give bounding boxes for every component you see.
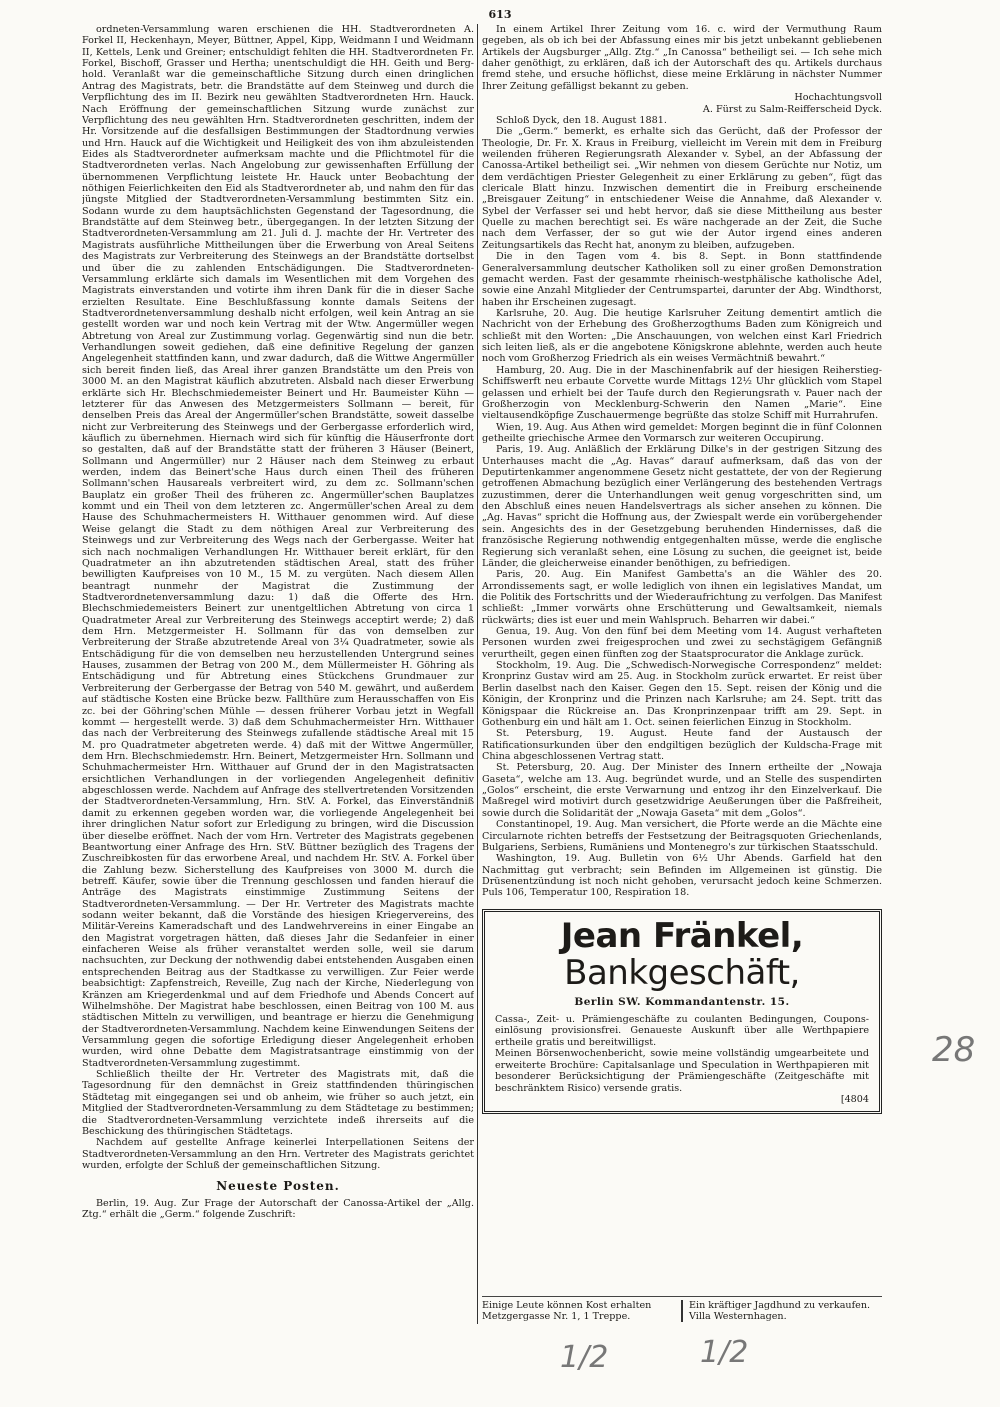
ad-ref: [4804: [840, 1094, 869, 1106]
small-ad-jagdhund: [683, 1300, 882, 1322]
ad-address: Berlin SW. Kommandantenstr. 15.: [574, 996, 790, 1009]
letter-paragraph: In einem Artikel Ihrer Zeitung vom 16. c. wird der Vermuthung Raum gegeben, als ob ich bei der Abfassung eines mir bis jetzt unbekannt gebliebenen Artikels der Augsburger „Allg. Ztg.“ „In Canossa“ betheiligt sei. — Ich sehe mich daher genöthigt, zu erklären, daß ich der Autorschaft des qu. Artikels durchaus fremd stehe, und ersuche höflichst, diese meine Erklärung in nächster Nummer Ihrer Zeitung gefälligst bekannt zu geben.: [482, 24, 882, 92]
small-ad-kost-text: Einige Leute können Kost erhalten Metzgergasse Nr. 1, 1 Treppe.: [482, 1300, 652, 1322]
news-item-washington: Washington, 19. Aug. Bulletin von 6½ Uhr Abends. Garfield hat den Nachmittag gut verbracht; sein Befinden im Allgemeinen ist günstig. Die Drüsenentzündung ist noch nicht gehoben, verursacht jedoch keine Schmerzen. Puls 106, Temperatur 100, Respiration 18.: [482, 853, 882, 899]
neueste-posten-heading: Neueste Posten.: [216, 1179, 340, 1194]
ad-body: [495, 1014, 869, 1106]
ad-business: Bankgeschäft,: [564, 953, 800, 994]
bank-advertisement: [482, 909, 882, 1114]
left-paragraph-1: ordneten-Versammlung waren erschienen die HH. Stadtverordneten A. Forkel II, Heckenhayn, Meyer, Büttner, Appel, Kipp, Weidmann I und Weidmann II, Kettels, Lenk und Greiner; entschuldigt fehlten die HH. Stadtverordneten Fr. Forkel, Bischoff, Grasser und Hertha; unentschuldigt die HH. Geith und Berg-hold. Veranlaßt war die gemeinschaftliche Sitzung durch einen dringlichen Antrag des Magistrats, betr. die Brandstätte auf dem Steinweg und durch die Verpflichtung des im II. Bezirk neu gewählten Stadtverordneten Hrn. Hauck. Nach Eröffnung der gemeinschaftlichen Sitzung wurde zunächst zur Verpflichtung des neu gewählten Hrn. Stadtverordneten geschritten, indem der Hr. Vorsitzende auf die desfallsigen Bestimmungen der Stadtordnung verwies und Hrn. Hauck auf die Wichtigkeit und Heiligkeit des von ihm abzuleistenden Eides als Stadtverordneter aufmerksam machte und die Pflichtmotel für die Stadtverordneten verlas. Nach Angelobung zur gewissenhaften Erfüllung der übernommenen Verpflichtung leistete Hr. Hauck unter Beobachtung der nöthigen Feierlichkeiten den Eid als Stadtverordneter ab, und nahm den für das jüngste Mitglied der Stadtverordneten-Versammlung bestimmten Sitz ein. Sodann wurde zu dem hauptsächlichsten Gegenstand der Tagesordnung, die Brandstätte auf dem Steinweg betr., übergegangen. In der letzten Sitzung der Stadtverordneten-Versammlung am 21. Juli d. J. machte der Hr. Vertreter des Magistrats ausführliche Mittheilungen über die Erwerbung von Areal Seitens des Magistrats zur Verbreiterung des Steinwegs an der Brandstätte dortselbst und über die zu zahlenden Entschädigungen. Die Stadtverordneten-Versammlung erklärte sich damals im Wesentlichen mit dem Vorgehen des Magistrats einverstanden und votirte ihm ihren Dank für die in dieser Sache erzielten Resultate. Eine Beschlußfassung konnte damals Seitens der Stadtverordnetenversammlung deshalb nicht erfolgen, weil kein Antrag an sie gestellt worden war und noch kein Vertrag mit der Wtw. Angermüller wegen Abtretung von Areal zur Zustimmung vorlag. Gegenwärtig sind nun die betr. Verhandlungen soweit gediehen, daß eine definitive Regelung der ganzen Angelegenheit stattfinden kann, und zwar dadurch, daß die Wittwe Angermüller sich bereit finden ließ, das Areal ihrer ganzen Brandstätte um den Preis von 3000 M. an den Magistrat käuflich abzutreten. Alsbald nach dieser Erwerbung erklärte sich Hr. Blechschmiedemeister Beinert und Hr. Baumeister Kühn — letzterer für das Anwesen des Metzgermeisters Sollmann — bereit, für denselben Preis das Areal der Angermüller'schen Brandstätte, soweit dasselbe nicht zur Verbreiterung des Steinwegs und der Gerbergasse erforderlich wird, käuflich zu übernehmen. Hiernach wird sich für künftig die Häuserfronte dort so gestalten, daß auf der Brandstätte statt der früheren 3 Häuser (Beinert, Sollmann und Angermüller) nur 2 Häuser nach dem Steinweg zu erbaut werden, indem das Beinert'sche Haus durch einen Theil des früheren Sollmann'schen Hausareals verbreitert wird, zu dem zc. Sollmann'schen Bauplatz ein großer Theil des früheren zc. Angermüller'schen Bauplatzes kommt und ein Theil von dem letzteren zc. Angermüller'schen Areal zu dem Hause des Schuhmachermeisters H. Witthauer genommen wird. Auf diese Weise gelangt die Stadt zu dem nöthigen Areal zur Verbreiterung des Steinwegs und zur Verbreiterung des Wegs nach der Gerbergasse. Weiter hat sich nach nochmaligen Verhandlungen Hr. Witthauer bereit erklärt, für den Quadratmeter an ihn abzutretenden städtischen Areal, statt des früher bewilligten Kaufpreises von 10 M., 15 M. zu vergüten. Nach diesem Allen beantragt nunmehr der Magistrat die Zustimmung der Stadtverordnetenversammlung dazu: 1) daß die Offerte des Hrn. Blechschmiedemeisters Beinert zur unentgeltlichen Abtretung von circa 1 Quadratmeter Areal zur Verbreiterung des Steinwegs acceptirt werde; 2) daß dem Hrn. Metzgermeister H. Sollmann für das von demselben zur Verbreiterung der Straße abzutretende Areal von 3¼ Quadratmeter, sowie als Entschädigung für die von demselben neu herzustellenden Untergrund seines Hauses, zusammen der Betrag von 200 M., dem Müllermeister H. Göhring als Entschädigung und für Abtretung eines Stückchens Grundmauer zur Verbreiterung der Gerbergasse der Betrag von 540 M. gewährt, und außerdem auf städtische Kosten eine Brücke bezw. Fallthüre zum Herausschaffen von Eis zc. bei der Göhring'schen Mühle — dessen früherer Vorbau jetzt in Wegfall kommt — hergestellt werde. 3) daß dem Schuhmachermeister Hrn. Witthauer das nach der Verbreiterung des Steinwegs zufallende städtische Areal mit 15 M. pro Quadratmeter abgetreten werde. 4) daß mit der Wittwe Angermüller, dem Hrn. Blechschmiedemstr. Hrn. Beinert, Metzgermeister Hrn. Sollmann und Schuhmachermeister Hrn. Witthauer auf Grund der in den Magistratsacten ersichtlichen Verhandlungen in der vorliegenden Angelegenheit definitiv abgeschlossen werde. Nachdem auf Anfrage des stellvertretenden Vorsitzenden der Stadtverordneten-Versammlung, Hrn. StV. A. Forkel, das Einverständniß damit zu erkennen gegeben worden war, die vorliegende Angelegenheit bei ihrer dringlichen Natur sofort zur Erledigung zu bringen, wird die Discussion über dieselbe eröffnet. Nach der vom Hrn. Vertreter des Magistrats gegebenen Beantwortung einer Anfrage des Hrn. StV. Büttner bezüglich des Tragens der Zuschreibkosten für das erworbene Areal, und nachdem Hr. StV. A. Forkel über die Zahlung bezw. Sicherstellung des Kaufpreises von 3000 M. durch die betreff. Käufer, sowie über die Trennung geschlossen und fanden hierauf die Anträge des Magistrats einstimmige Zustimmung Seitens der Stadtverordneten-Versammlung. — Der Hr. Vertreter des Magistrats machte sodann weiter bekannt, daß die Vorstände des hiesigen Kriegervereins, des Militär-Vereins Kameradschaft und des Landwehrvereins in einer Eingabe an den Magistrat vorgetragen hätten, daß dieses Jahr die Sedanfeier in einer einfacheren Weise als früher veranstaltet werden solle, weil sie darum nachsuchten, zur Deckung der nothwendig dabei entstehenden Ausgaben einen entsprechenden Beitrag aus der Stadtkasse zu verwilligen. Zur Feier werde beabsichtigt: Zapfenstreich, Reveille, Zug nach der Kirche, Niederlegung von Kränzen am Kriegerdenkmal und auf dem Friedhofe und Abends Concert auf Wilhelmshöhe. Der Magistrat habe beschlossen, einen Beitrag von 100 M. aus städtischen Mitteln zu verwilligen, und beantrage er hierzu die Genehmigung der Stadtverordneten-Versammlung. Nachdem keine Einwendungen Seitens der Versammlung gegen die sofortige Erledigung dieser Angelegenheit erhoben wurden, wird ohne Debatte dem Magistratsantrage einstimmig von der Stadtverordneten-Versammlung zugestimmt.: [82, 24, 474, 1069]
right-column: [482, 24, 882, 1369]
news-item-petersburg-2: St. Petersburg, 20. Aug. Der Minister des Innern ertheilte der „Nowaja Gaseta“, welche am 13. Aug. begründet wurde, und an Stelle des suspendirten „Golos“ erscheint, die erste Verwarnung und entzog ihr den Einzelverkauf. Die Maßregel wird motivirt durch gesetzwidrige Aeußerungen über die Paßfreiheit, sowie durch die Solidarität der „Nowaja Gaseta“ mit dem „Golos“.: [482, 762, 882, 819]
pencil-mark-2: 1/2: [700, 1335, 749, 1370]
news-item-paris-2: Paris, 20. Aug. Ein Manifest Gambetta's an die Wähler des 20. Arrondissements sagt, er wolle lediglich von ihnen ein legislatives Mandat, um die Politik des Fortschritts und der Wiederaufrichtung zu verfolgen. Das Manifest schließt: „Immer vorwärts ohne Erschütterung und Gewaltsamkeit, niemals rückwärts; dies ist euer und mein Wahlspruch. Beharren wir dabei.“: [482, 569, 882, 626]
pencil-mark-1: 1/2: [560, 1340, 609, 1375]
news-item-karlsruhe: Karlsruhe, 20. Aug. Die heutige Karlsruher Zeitung dementirt amtlich die Nachricht von der Erhebung des Großherzogthums Baden zum Königreich und schließt mit den Worten: „Die Anschauungen, von welchen einst Karl Friedrich sich leiten ließ, als er die angebotene Königskrone ablehnte, werden auch heute noch vom Großherzog Friedrich als ein weises Vermächtniß bewahrt.“: [482, 307, 882, 365]
small-ads: [482, 1296, 882, 1322]
left-paragraph-3: Nachdem auf gestellte Anfrage keinerlei Interpellationen Seitens der Stadtverordneten-Versammlung an den Hrn. Vertreter des Magistrats gerichtet wurden, erfolgte der Schluß der gemeinschaftlichen Sitzung.: [82, 1137, 474, 1171]
news-item-1: Schloß Dyck, den 18. August 1881.: [496, 114, 667, 126]
page-number: 613: [488, 8, 512, 21]
ad-title: [495, 915, 869, 994]
news-item-3: Die in den Tagen vom 4. bis 8. Sept. in Bonn stattfindende Generalversammlung deutscher Katholiken soll zu einer großen Demonstration gemacht werden. Fast der gesammte rheinisch-westphälische katholische Adel, sowie eine Anzahl Mitglieder der Centrumspartei, darunter der Abg. Windthorst, haben ihr Erscheinen zugesagt.: [482, 251, 882, 308]
news-item-wien: Wien, 19. Aug. Aus Athen wird gemeldet: Morgen beginnt die in fünf Colonnen getheilte griechische Armee den Vormarsch zur weiteren Occupirung.: [482, 421, 882, 444]
news-item-2: Die „Germ.“ bemerkt, es erhalte sich das Gerücht, daß der Professor der Theologie, Dr. Fr. X. Kraus in Freiburg, vielleicht im Verein mit dem in Freiburg weilenden früheren Regierungsrath Alexander v. Sybel, an der Abfassung der Canossa-Artikel betheiligt sei. „Wir nehmen von diesem Gerüchte nur Notiz, um dem verdächtigen Priester Gelegenheit zu einer Erklärung zu geben“, fügt das clericale Blatt hinzu. Inzwischen dementirt die in Freiburg erscheinende „Breisgauer Zeitung“ in entschiedener Weise die Annahme, daß Alexander v. Sybel der Verfasser sei und hebt hervor, daß sie diese Mittheilung aus bester Quelle zu machen berechtigt sei. Es wäre nachgerade an der Zeit, die Suche nach dem Verfasser, der so gut wie der Autor irgend eines anderen Zeitungsartikels das Recht hat, anonym zu bleiben, aufzugeben.: [482, 126, 882, 251]
neueste-berlin-paragraph: Berlin, 19. Aug. Zur Frage der Autorschaft der Canossa-Artikel der „Allg. Ztg.“ erhält die „Germ.“ folgende Zuschrift:: [82, 1197, 474, 1220]
news-item-paris-1: Paris, 19. Aug. Anläßlich der Erklärung Dilke's in der gestrigen Sitzung des Unterhauses macht die „Ag. Havas“ darauf aufmerksam, daß das von der Deputirtenkammer angenommene Gesetz nicht gestattete, der von der Regierung getroffenen Abmachung bezüglich einer Verlängerung des bestehenden Vertrags zuzustimmen, derer die Unterhandlungen weit genug vorgeschritten sind, um den Abschluß eines neuen Handelsvertrags als sicher ansehen zu können. Die „Ag. Havas“ spricht die Hoffnung aus, der Zwiespalt werde ein vorübergehender sein. Angesichts des in der Gesetzgebung beruhenden Hindernisses, daß die französische Regierung nothwendig entgegenhalten müsse, werde die englische Regierung sich veranlaßt sehen, eine Lösung zu suchen, die geeignet ist, beide Länder, die gleicherweise einander benöthigen, zu befriedigen.: [482, 444, 882, 569]
pencil-mark-3: 28: [932, 1030, 976, 1070]
ad-name: Jean Fränkel,: [560, 915, 804, 956]
column-divider: [477, 24, 478, 1324]
news-item-genua: Genua, 19. Aug. Von den fünf bei dem Meeting vom 14. August verhafteten Personen wurden zwei freigesprochen und zwei zu sechstägigem Gefängniß verurtheilt, gegen einen fünften zog der Staatsprocurator die Anklage zurück.: [482, 626, 882, 660]
ad-text-1: Cassa-, Zeit- u. Prämiengeschäfte zu coulanten Bedingungen, Coupons-einlösung provisionsfrei. Genaueste Auskunft über alle Werthpapiere ertheile gratis und bereitwilligst.: [495, 1013, 869, 1048]
small-ad-jagdhund-text: Ein kräftiger Jagdhund zu verkaufen. Villa Westernhagen.: [689, 1300, 871, 1322]
letter-signature: A. Fürst zu Salm-Reifferscheid Dyck.: [702, 103, 882, 115]
small-ad-kost: [482, 1300, 683, 1322]
news-item-constantinopel: Constantinopel, 19. Aug. Man versichert, die Pforte werde an die Mächte eine Circularnote richten betreffs der Festsetzung der Beitragsquoten Griechenlands, Bulgariens, Serbiens, Rumäniens und Montenegro's zur türkischen Staatsschuld.: [482, 819, 882, 853]
left-paragraph-2: Schließlich theilte der Hr. Vertreter des Magistrats mit, daß die Tagesordnung für den demnächst in Greiz stattfindenden thüringischen Städtetag mit eingegangen sei und ob anheim, wie früher so auch jetzt, ein Mitglied der Stadtverordneten-Versammlung zu dem Städtetage zu bestimmen; die Stadtverordneten-Versammlung verzichtete indeß ihrerseits auf die Beschickung des thüringischen Städtetags.: [82, 1069, 474, 1137]
ad-text-2: Meinen Börsenwochenbericht, sowie meine vollständig umgearbeitete und erweiterte Brochüre: Capitalsanlage und Speculation in Werthpapieren mit besonderer Berücksichtigung der Prämiengeschäfte (Zeitgeschäfte mit beschränktem Risico) versende gratis.: [495, 1048, 869, 1094]
letter-greeting: Hochachtungsvoll: [794, 92, 882, 104]
news-item-stockholm: Stockholm, 19. Aug. Die „Schwedisch-Norwegische Correspondenz“ meldet: Kronprinz Gustav wird am 25. Aug. in Stockholm zurück erwartet. Er reist über Berlin daselbst nach den Kaiser. Gegen den 15. Sept. reisen der König und die Königin, der Kronprinz und die Prinzen nach Karlsruhe; am 24. Sept. tritt das Königspaar die Rückreise an. Das Kronprinzenpaar trifft am 29. Sept. in Gothenburg ein und hält am 1. Oct. seinen feierlichen Einzug in Stockholm.: [482, 660, 882, 728]
news-item-hamburg: Hamburg, 20. Aug. Die in der Maschinenfabrik auf der hiesigen Reiherstieg-Schiffswerft neu erbaute Corvette wurde Mittags 12½ Uhr glücklich vom Stapel gelassen und erhielt bei der Taufe durch den Regierungsrath v. Pauer nach der Großherzogin von Mecklenburg-Schwerin den Namen „Marie“. Eine vieltausendköpfige Zuschauermenge begrüßte das stolze Schiff mit Hurrahrufen.: [482, 364, 882, 422]
left-column: [82, 24, 474, 1369]
news-item-petersburg-1: St. Petersburg, 19. August. Heute fand der Austausch der Ratificationsurkunden über den endgiltigen bezüglich der Kuldscha-Frage mit China abgeschlossenen Vertrag statt.: [482, 728, 882, 762]
